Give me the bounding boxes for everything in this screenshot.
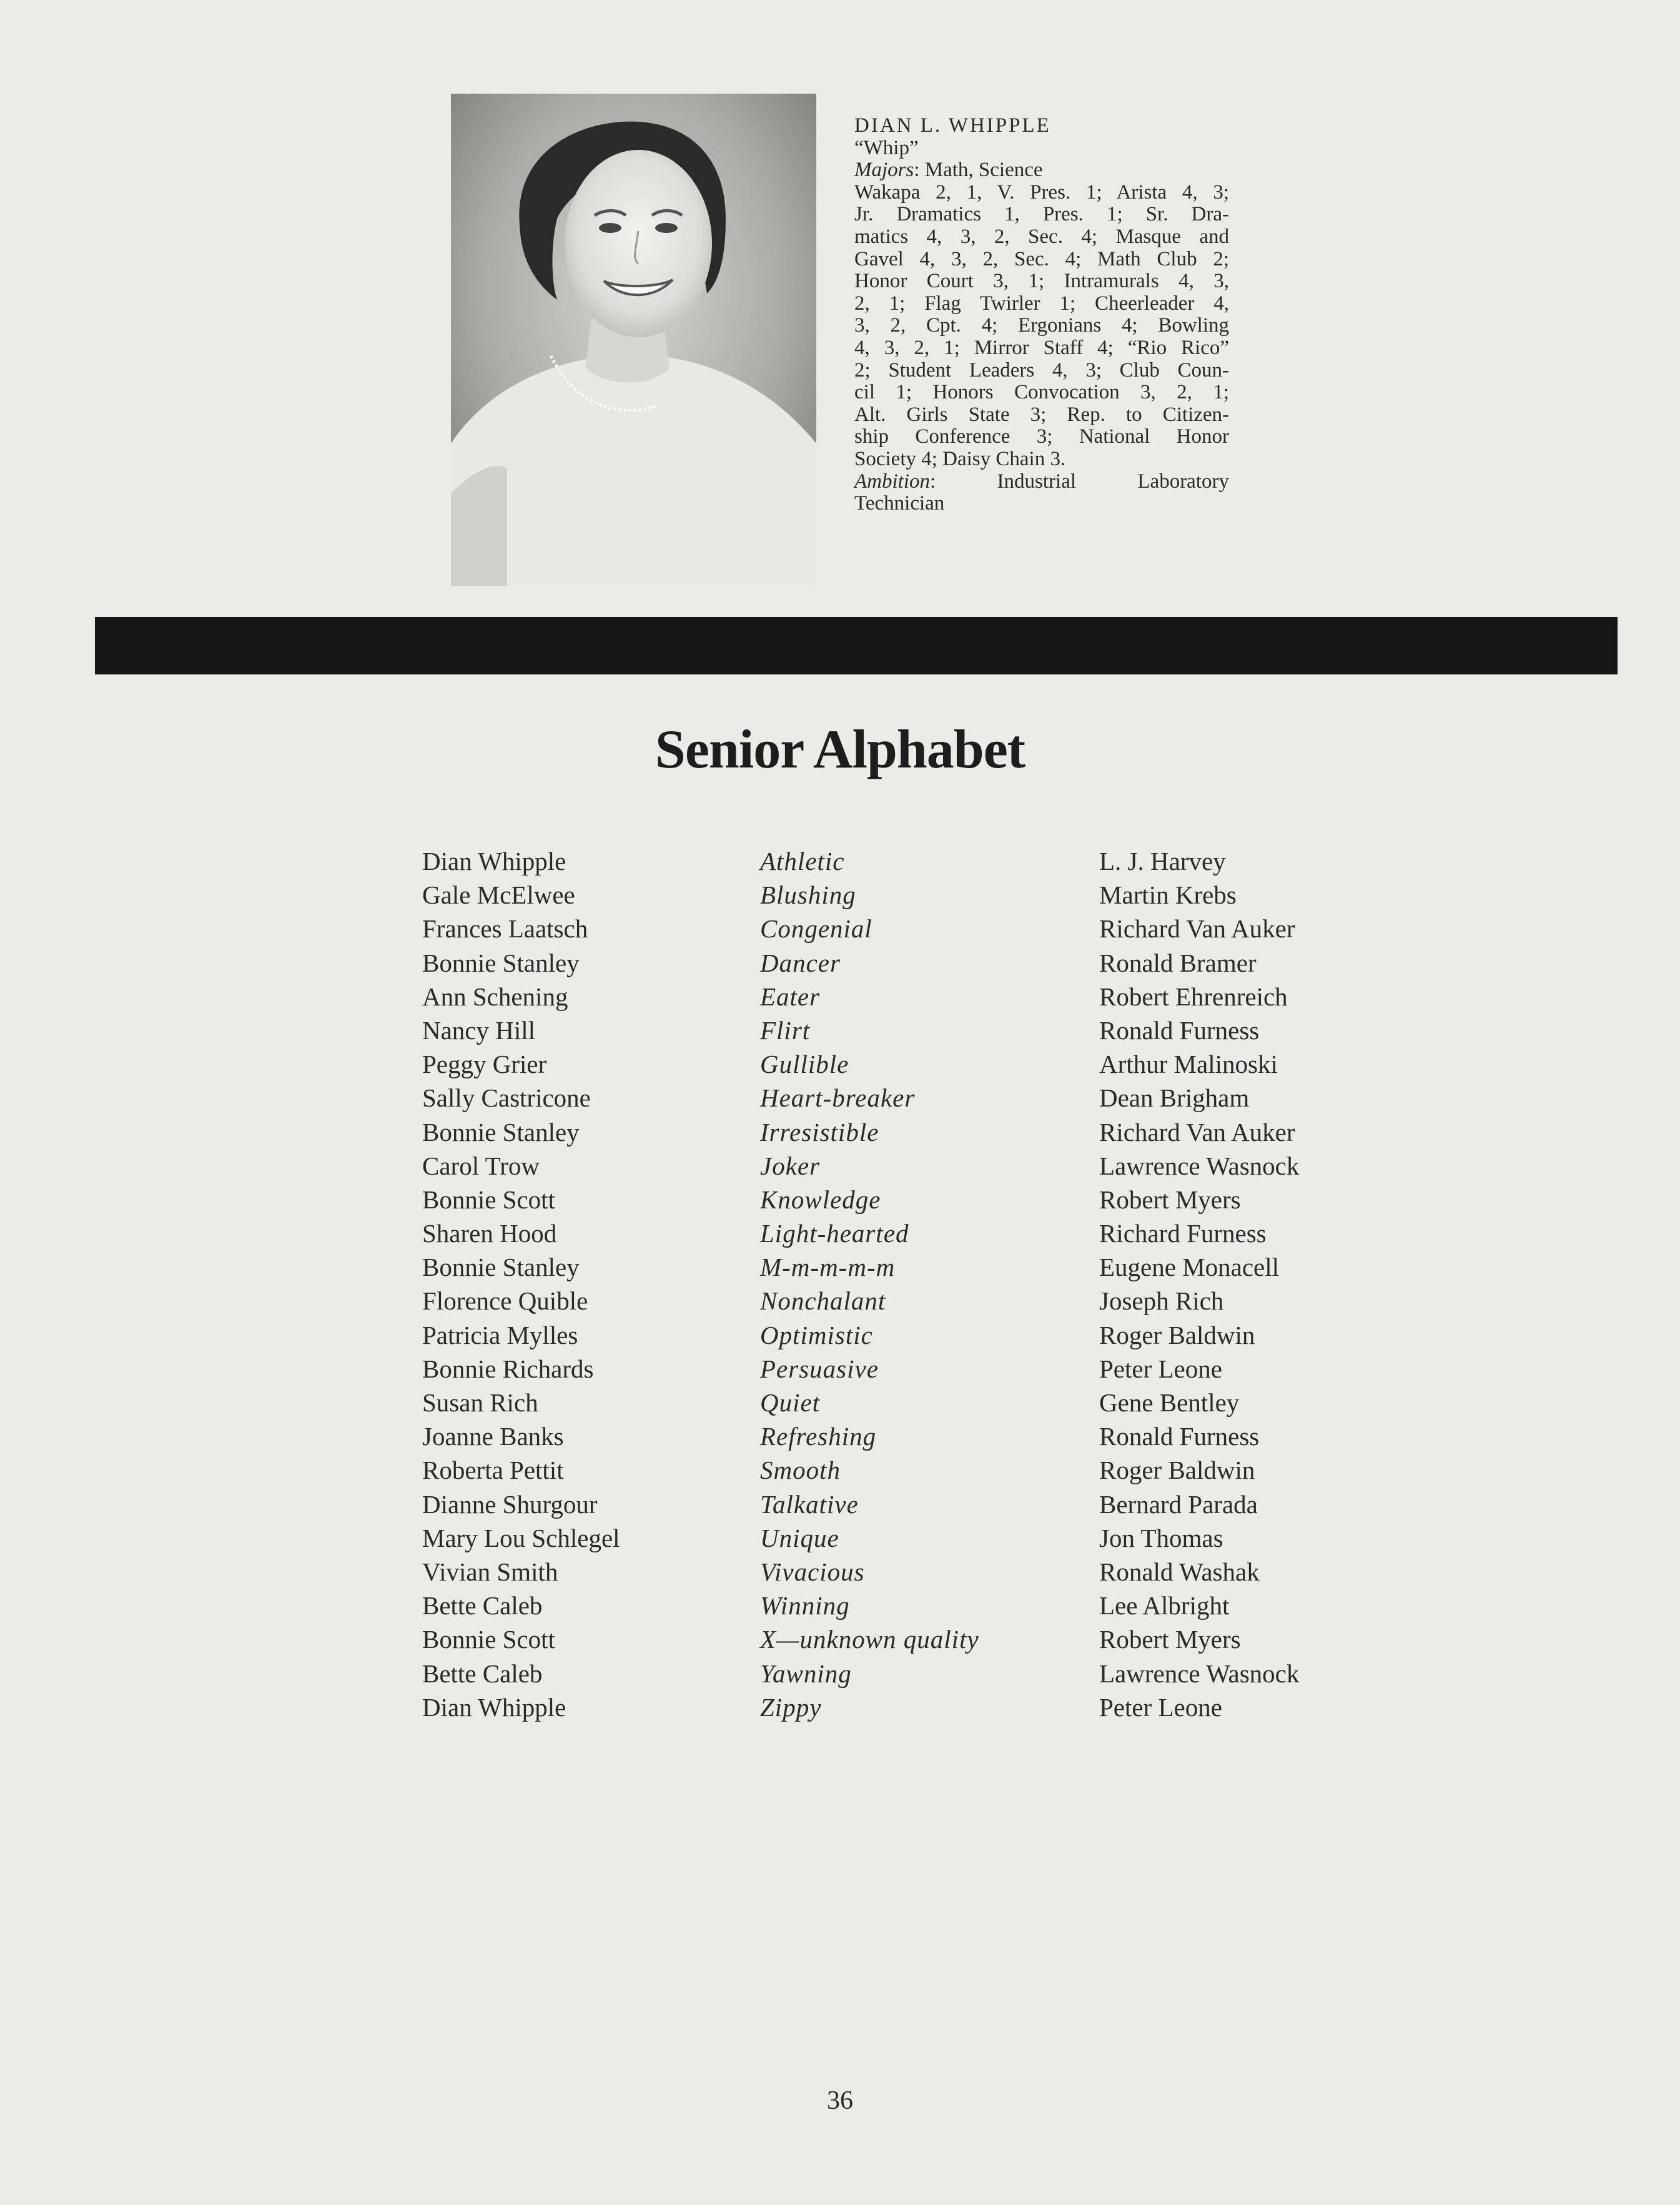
boy-name: Richard Van Auker [1099,914,1295,944]
bio-ambition-continued: Technician [854,492,945,515]
boy-name: Ronald Washak [1099,1557,1260,1586]
page-number: 36 [827,2086,853,2115]
trait-word: Irresistible [760,1117,879,1147]
trait-word: Persuasive [760,1354,879,1383]
bio-activities-line: 3, 2, Cpt. 4; Ergonians 4; Bowling [854,314,1229,337]
boy-name: Dean Brigham [1099,1083,1250,1113]
boys-column [1099,844,1299,1724]
girl-name: Mary Lou Schlegel [422,1523,620,1552]
trait-word: Yawning [760,1659,852,1688]
trait-word: Heart-breaker [760,1083,916,1113]
girl-name: Roberta Pettit [422,1456,564,1485]
trait-word: Refreshing [760,1422,877,1451]
bio-activities-line: matics 4, 3, 2, Sec. 4; Masque and [854,225,1229,248]
trait-word: Blushing [760,881,856,910]
bio-activities-line: Jr. Dramatics 1, Pres. 1; Sr. Dra- [854,203,1229,226]
girl-name: Florence Quible [422,1286,588,1316]
trait-word: Quiet [760,1388,821,1417]
girl-name: Patricia Myllеs [422,1320,578,1349]
boy-name: Robert Myers [1099,1185,1241,1214]
boy-name: Lee Albright [1099,1591,1230,1620]
girl-name: Dian Whipple [422,1692,566,1722]
trait-word: Smooth [760,1456,841,1485]
bio-ambition [854,471,1229,493]
girl-name: Frances Laatsch [422,914,588,944]
trait-word: Unique [760,1523,839,1552]
bio-activities-line: cil 1; Honors Convocation 3, 2, 1; [854,381,1229,404]
bio-name: DIAN L. WHIPPLE [854,114,1051,137]
trait-word: Nonchalant [760,1286,886,1316]
trait-word: Winning [760,1591,850,1620]
girl-name: Gale McElwee [422,881,575,910]
ambition-value: : Industrial Laboratory [930,470,1229,493]
bio-majors [854,159,1229,182]
girl-name: Sharen Hood [422,1219,557,1248]
girl-name: Nancy Hill [422,1015,536,1045]
trait-word: Knowledge [760,1185,881,1214]
boy-name: Martin Krebs [1099,881,1237,910]
girl-name: Bonnie Stanley [422,1253,580,1282]
boy-name: Richard Furness [1099,1219,1267,1248]
trait-word: Dancer [760,948,841,977]
trait-word: M-m-m-m-m [760,1253,896,1282]
trait-word: Vivacious [760,1557,865,1586]
majors-label: Majors [854,159,914,182]
boy-name: Ronald Furness [1099,1422,1260,1451]
trait-word: Gullible [760,1050,849,1079]
bio-nickname: “Whip” [854,136,919,159]
girl-name: Joanne Banks [422,1422,564,1451]
boy-name: Richard Van Auker [1099,1117,1295,1147]
girl-name: Bonnie Scott [422,1185,555,1214]
senior-bio [854,115,1229,515]
girl-name: Dian Whipple [422,847,566,876]
bio-activities-line: Alt. Girls State 3; Rep. to Citizen- [854,403,1229,426]
girl-name: Vivian Smith [422,1557,558,1586]
boy-name: Jon Thomas [1099,1523,1223,1552]
boy-name: Robert Myers [1099,1625,1241,1654]
girl-name: Carol Trow [422,1151,540,1180]
boy-name: Arthur Malinoski [1099,1050,1278,1079]
trait-word: Zippy [760,1692,822,1722]
trait-word: Light-hearted [760,1219,909,1248]
trait-word: Joker [760,1151,821,1180]
trait-word: Optimistic [760,1320,873,1349]
girl-name: Bette Caleb [422,1591,543,1620]
trait-word: X—unknown quality [760,1625,979,1654]
girl-name: Ann Schening [422,982,568,1011]
girl-name: Bonnie Stanley [422,948,580,977]
boy-name: Lawrence Wasnock [1099,1659,1300,1688]
bio-activities-line: Gavel 4, 3, 2, Sec. 4; Math Club 2; [854,247,1229,270]
bio-activities-line: 2, 1; Flag Twirler 1; Cheerleader 4, [854,292,1229,315]
girls-column [422,844,620,1724]
girl-name: Dianne Shurgour [422,1489,598,1519]
girl-name: Susan Rich [422,1388,538,1417]
girl-name: Bonnie Stanley [422,1117,580,1147]
divider-band [95,617,1618,674]
bio-activities-line: ship Conference 3; National Honor [854,425,1229,448]
boy-name: Bernard Parada [1099,1489,1258,1519]
boy-name: Peter Leone [1099,1354,1222,1383]
boy-name: Robert Ehrenreich [1099,982,1288,1011]
trait-word: Talkative [760,1489,859,1519]
trait-word: Athletic [760,847,845,876]
bio-activities-line: Honor Court 3, 1; Intramurals 4, 3, [854,270,1229,293]
girl-name: Bette Caleb [422,1659,543,1688]
girl-name: Peggy Grier [422,1050,547,1079]
page-title: Senior Alphabet [655,719,1025,780]
girl-name: Bonnie Richards [422,1354,594,1383]
ambition-label: Ambition [854,470,930,493]
boy-name: L. J. Harvey [1099,847,1226,876]
boy-name: Gene Bentley [1099,1388,1240,1417]
bio-activities-line: Wakapa 2, 1, V. Pres. 1; Arista 4, 3; [854,180,1229,204]
senior-portrait-photo [451,94,816,586]
bio-activities-line: Society 4; Daisy Chain 3. [854,447,1066,470]
boy-name: Ronald Furness [1099,1015,1260,1045]
bio-activities-line: 2; Student Leaders 4, 3; Club Coun- [854,358,1229,382]
girl-name: Sally Castricone [422,1083,591,1113]
boy-name: Joseph Rich [1099,1286,1224,1316]
girl-name: Bonnie Scott [422,1625,555,1654]
boy-name: Roger Baldwin [1099,1320,1255,1349]
majors-value: : Math, Science [914,159,1043,182]
trait-word: Eater [760,982,821,1011]
trait-word: Congenial [760,914,872,944]
trait-word: Flirt [760,1015,811,1045]
boy-name: Lawrence Wasnock [1099,1151,1300,1180]
boy-name: Peter Leone [1099,1692,1222,1722]
boy-name: Ronald Bramer [1099,948,1257,977]
boy-name: Eugene Monacell [1099,1253,1280,1282]
traits-column [760,844,979,1724]
boy-name: Roger Baldwin [1099,1456,1255,1485]
bio-activities-line: 4, 3, 2, 1; Mirror Staff 4; “Rio Rico” [854,336,1229,359]
